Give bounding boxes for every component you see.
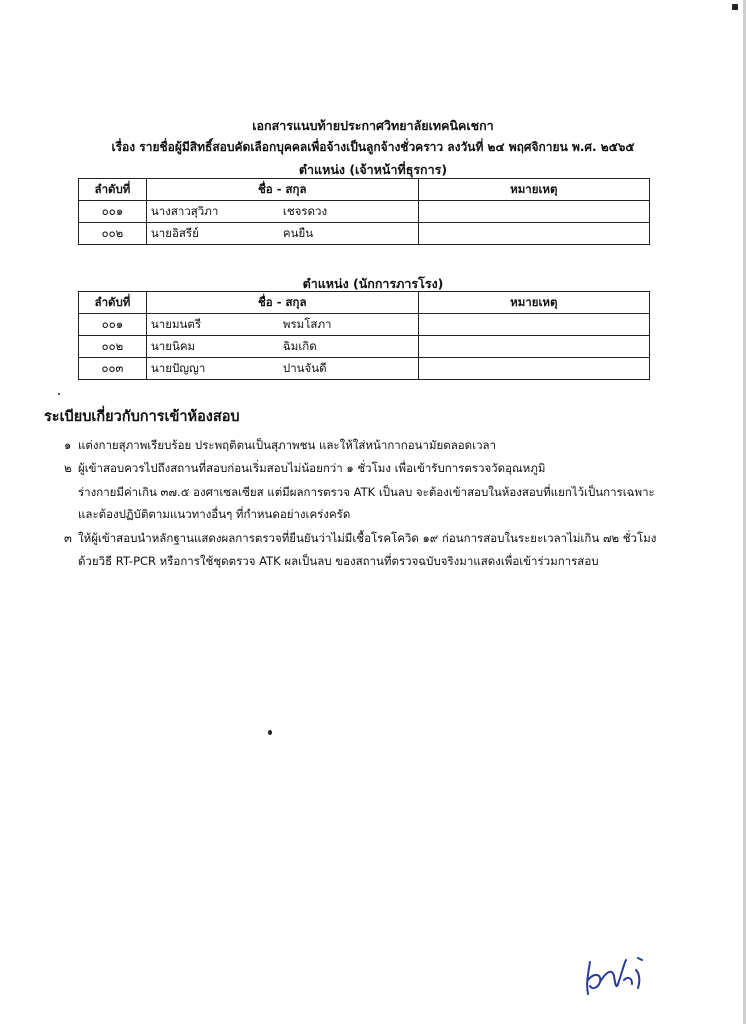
- last-name: ปานจันดี: [282, 360, 327, 375]
- remark: [418, 314, 649, 336]
- column-header-order: ลำดับที่: [79, 179, 147, 201]
- first-name: นายนิคม: [150, 338, 196, 353]
- column-header-name: ชื่อ - สกุล: [146, 179, 418, 201]
- table-row: [79, 223, 650, 245]
- first-name: นายมนตรี: [150, 316, 202, 331]
- table-header-row: [79, 179, 650, 201]
- position-heading-clerk: ตำแหน่ง (เจ้าหน้าที่ธุรการ): [298, 162, 448, 177]
- table-row: [79, 201, 650, 223]
- scan-speck: [58, 393, 60, 395]
- position-heading-janitor: ตำแหน่ง (นักการภารโรง): [302, 276, 444, 291]
- order-number: ๐๐๒: [79, 336, 147, 358]
- table-row: [79, 358, 650, 380]
- order-number: ๐๐๓: [79, 358, 147, 380]
- first-name: นางสาวสุวิภา: [150, 203, 219, 218]
- document-subject: เรื่อง รายชื่อผู้มีสิทธิ์สอบคัดเลือกบุคคลเพื่อจ้างเป็นลูกจ้างชั่วคราว ลงวันที่ ๒๔ พฤศจิกายน พ.ศ. ๒๕๖๕: [111, 140, 635, 154]
- remark: [418, 358, 649, 380]
- column-header-remark: หมายเหตุ: [418, 179, 649, 201]
- full-name: [146, 314, 418, 336]
- corner-speck: [732, 4, 738, 10]
- column-header-order: ลำดับที่: [79, 292, 147, 314]
- full-name: [146, 336, 418, 358]
- full-name: [146, 223, 418, 245]
- first-name: นายปัญญา: [150, 360, 206, 375]
- rule-number: ๑: [64, 438, 72, 452]
- full-name: [146, 358, 418, 380]
- candidate-table-janitor: [78, 291, 650, 380]
- full-name: [146, 201, 418, 223]
- order-number: ๐๐๑: [79, 314, 147, 336]
- rule-text-line: ด้วยวิธี RT-PCR หรือการใช้ชุดตรวจ ATK ผลเป็นลบ ของสถานที่ตรวจฉบับจริงมาแสดงเพื่อเข้าร่วมการสอบ: [78, 554, 599, 568]
- rule-text-line: ร่างกายมีค่าเกิน ๓๗.๕ องศาเซลเซียส แต่มีผลการตรวจ ATK เป็นลบ จะต้องเข้าสอบในห้องสอบที่แยกไว้เป็นการเฉพาะ: [78, 485, 655, 499]
- order-number: ๐๐๑: [79, 201, 147, 223]
- last-name: พรมโสภา: [282, 316, 332, 331]
- table-row: [79, 314, 650, 336]
- remark: [418, 336, 649, 358]
- order-number: ๐๐๒: [79, 223, 147, 245]
- rule-text-line: ผู้เข้าสอบควรไปถึงสถานที่สอบก่อนเริ่มสอบไม่น้อยกว่า ๑ ชั่วโมง เพื่อเข้ารับการตรวจวัดอุณหภูมิ: [78, 461, 546, 475]
- rules-heading: ระเบียบเกี่ยวกับการเข้าห้องสอบ: [44, 409, 240, 425]
- rule-text-line: และต้องปฏิบัติตามแนวทางอื่นๆ ที่กำหนดอย่างเคร่งครัด: [78, 507, 351, 521]
- table-header-row: [79, 292, 650, 314]
- last-name: เชจรดวง: [282, 203, 328, 218]
- candidate-table-clerk: [78, 178, 650, 245]
- column-header-name: ชื่อ - สกุล: [146, 292, 418, 314]
- handwritten-signature: [578, 950, 670, 1000]
- remark: [418, 201, 649, 223]
- rule-number: ๓: [64, 531, 72, 545]
- rule-text-line: ให้ผู้เข้าสอบนำหลักฐานแสดงผลการตรวจที่ยืนยันว่าไม่มีเชื้อโรคโควิด ๑๙ ก่อนการสอบในระยะเวลาไม่เกิน ๗๒ ชั่วโมง: [78, 531, 657, 545]
- scan-speck: [268, 730, 272, 735]
- table-row: [79, 336, 650, 358]
- last-name: คนยืน: [282, 225, 314, 240]
- rule-number: ๒: [64, 461, 72, 475]
- document-title: เอกสารแนบท้ายประกาศวิทยาลัยเทคนิคเชกา: [252, 118, 494, 133]
- remark: [418, 223, 649, 245]
- column-header-remark: หมายเหตุ: [418, 292, 649, 314]
- first-name: นายอิสรีย์: [150, 225, 199, 240]
- last-name: ฉิมเกิด: [282, 338, 317, 353]
- rule-text-line: แต่งกายสุภาพเรียบร้อย ประพฤติตนเป็นสุภาพชน และให้ใส่หน้ากากอนามัยตลอดเวลา: [78, 438, 497, 452]
